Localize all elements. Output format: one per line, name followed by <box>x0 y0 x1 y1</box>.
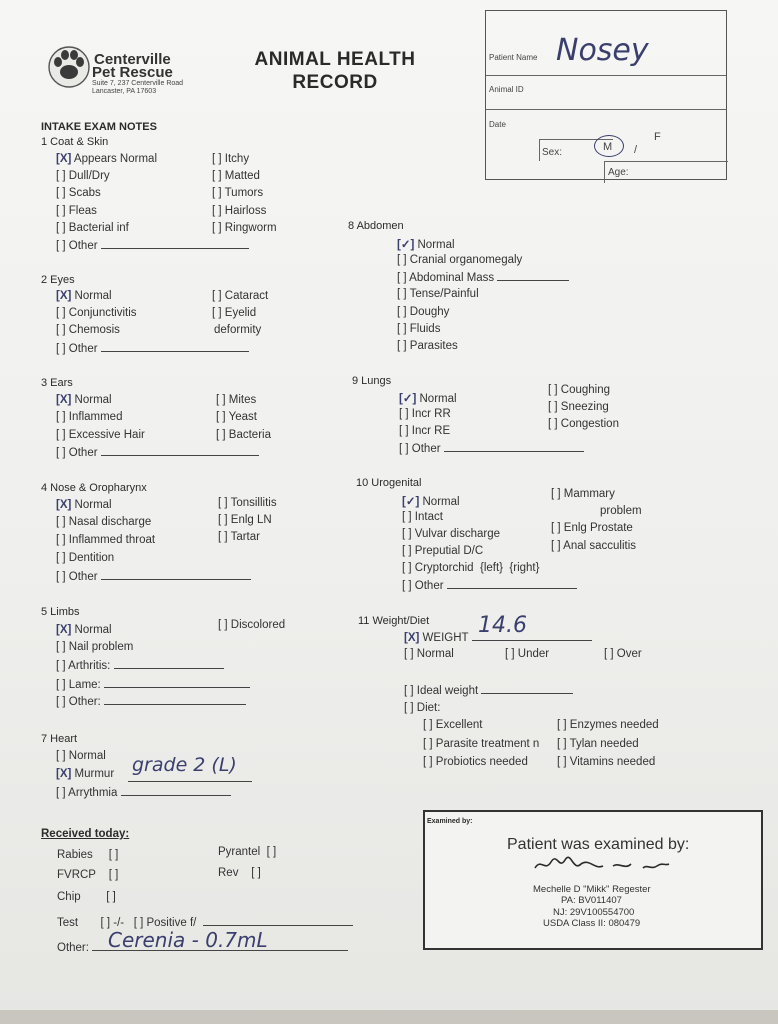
paw-logo-icon <box>46 44 92 90</box>
limbs-lame[interactable]: [ ] Lame: <box>56 678 250 691</box>
ears-normal[interactable]: [X] Normal <box>56 394 112 406</box>
coat-fleas[interactable]: [ ] Fleas <box>56 205 97 217</box>
abdomen-normal[interactable]: [✓] Normal <box>397 239 455 251</box>
lungs-other[interactable]: [ ] Other <box>399 442 584 455</box>
diet-parasite-treatment[interactable]: [ ] Parasite treatment n <box>423 738 540 750</box>
intake-exam-heading: INTAKE EXAM NOTES <box>41 121 157 133</box>
uro-anal-sacculitis[interactable]: [ ] Anal sacculitis <box>551 540 637 552</box>
eyes-normal[interactable]: [X] Normal <box>56 290 112 302</box>
divider <box>604 161 605 183</box>
eyes-cataract[interactable]: [ ] Cataract <box>212 290 269 302</box>
heart-arrythmia[interactable]: [ ] Arrythmia <box>56 786 231 799</box>
received-rabies[interactable]: Rabies [ ] <box>57 849 119 861</box>
divider <box>486 75 726 76</box>
age-label: Age: <box>608 167 629 178</box>
nose-normal[interactable]: [X] Normal <box>56 499 112 511</box>
org-address-line2: Lancaster, PA 17603 <box>92 88 157 95</box>
heart-murmur[interactable]: [X] Murmur <box>56 768 115 780</box>
diet-excellent[interactable]: [ ] Excellent <box>423 719 483 731</box>
examiner-nj-license: NJ: 29V100554700 <box>553 907 635 918</box>
coat-itchy[interactable]: [ ] Itchy <box>212 153 250 165</box>
uro-mammary[interactable]: [ ] Mammary <box>551 488 615 500</box>
nose-heading: 4 Nose & Oropharynx <box>41 482 147 494</box>
examiner-usda: USDA Class II: 080479 <box>543 918 641 929</box>
form-title-line2: RECORD <box>292 72 378 93</box>
heart-heading: 7 Heart <box>41 733 78 745</box>
weight-value[interactable]: 14.6 <box>478 613 527 638</box>
diet-tylan[interactable]: [ ] Tylan needed <box>557 738 639 750</box>
sex-label: Sex: <box>542 147 563 158</box>
coat-ringworm[interactable]: [ ] Ringworm <box>212 222 277 234</box>
sex-female-option[interactable]: F <box>654 131 661 143</box>
divider <box>486 109 726 110</box>
received-chip[interactable]: Chip [ ] <box>57 891 116 903</box>
diet-probiotics[interactable]: [ ] Probiotics needed <box>423 756 528 768</box>
received-other-value[interactable]: Cerenia - 0.7mL <box>108 928 268 952</box>
eyes-deformity: deformity <box>214 324 262 336</box>
examiner-pa-license: PA: BV011407 <box>561 895 622 906</box>
limbs-heading: 5 Limbs <box>41 606 80 618</box>
lungs-congestion[interactable]: [ ] Congestion <box>548 418 619 430</box>
lungs-normal[interactable]: [✓] Normal <box>399 393 457 405</box>
limbs-nail-problem[interactable]: [ ] Nail problem <box>56 641 134 653</box>
abdomen-fluids[interactable]: [ ] Fluids <box>397 323 441 335</box>
abdomen-mass[interactable]: [ ] Abdominal Mass <box>397 271 569 284</box>
examined-by-label: Examined by: <box>427 818 473 825</box>
date-label: Date <box>489 120 506 129</box>
abdomen-doughy[interactable]: [ ] Doughy <box>397 306 450 318</box>
ears-heading: 3 Ears <box>41 377 73 389</box>
sex-separator: / <box>634 144 638 156</box>
received-rev[interactable]: Rev [ ] <box>218 867 261 879</box>
coat-other[interactable]: [ ] Other <box>56 239 249 252</box>
eyes-conjunctivitis[interactable]: [ ] Conjunctivitis <box>56 307 137 319</box>
uro-intact[interactable]: [ ] Intact <box>402 511 443 523</box>
uro-mammary-problem: problem <box>600 505 642 517</box>
nose-tartar[interactable]: [ ] Tartar <box>218 531 260 543</box>
signature-icon <box>533 854 673 876</box>
uro-cryptorchid[interactable]: [ ] Cryptorchid {left} {right} <box>402 562 540 574</box>
diet-vitamins[interactable]: [ ] Vitamins needed <box>557 756 656 768</box>
received-pyrantel[interactable]: Pyrantel [ ] <box>218 846 277 858</box>
abdomen-cranial-organomegaly[interactable]: [ ] Cranial organomegaly <box>397 254 523 266</box>
sex-male-option[interactable]: M <box>603 141 613 153</box>
uro-enlg-prostate[interactable]: [ ] Enlg Prostate <box>551 522 633 534</box>
limbs-arthritis[interactable]: [ ] Arthritis: <box>56 659 224 672</box>
lungs-heading: 9 Lungs <box>352 375 392 387</box>
nose-dentition[interactable]: [ ] Dentition <box>56 552 115 564</box>
diet[interactable]: [ ] Diet: <box>404 702 441 714</box>
abdomen-heading: 8 Abdomen <box>348 220 404 232</box>
nose-enlg-ln[interactable]: [ ] Enlg LN <box>218 514 272 526</box>
murmur-note[interactable]: grade 2 (L) <box>132 754 237 776</box>
limbs-other[interactable]: [ ] Other: <box>56 695 246 708</box>
lungs-sneezing[interactable]: [ ] Sneezing <box>548 401 609 413</box>
eyes-other[interactable]: [ ] Other <box>56 342 249 355</box>
org-name-line1: Centerville <box>94 51 171 68</box>
nose-tonsillitis[interactable]: [ ] Tonsillitis <box>218 497 277 509</box>
patient-name-value[interactable]: Nosey <box>556 33 649 68</box>
coat-appears-normal[interactable]: [X] Appears Normal <box>56 153 157 165</box>
examined-heading: Patient was examined by: <box>507 836 690 853</box>
ears-inflammed[interactable]: [ ] Inflammed <box>56 411 123 423</box>
ears-excessive-hair[interactable]: [ ] Excessive Hair <box>56 429 145 441</box>
nose-inflammed-throat[interactable]: [ ] Inflammed throat <box>56 534 156 546</box>
ears-mites[interactable]: [ ] Mites <box>216 394 257 406</box>
received-today-heading: Received today: <box>41 828 130 840</box>
nose-nasal-discharge[interactable]: [ ] Nasal discharge <box>56 516 152 528</box>
coat-dull-dry[interactable]: [ ] Dull/Dry <box>56 170 110 182</box>
animal-id-label: Animal ID <box>489 85 524 94</box>
ears-yeast[interactable]: [ ] Yeast <box>216 411 257 423</box>
murmur-line <box>128 781 252 782</box>
received-other[interactable]: Other: <box>57 941 348 954</box>
weight-over[interactable]: [ ] Over <box>604 648 642 660</box>
patient-info-box <box>485 10 727 180</box>
eyes-eyelid[interactable]: [ ] Eyelid <box>212 307 257 319</box>
ears-other[interactable]: [ ] Other <box>56 446 259 459</box>
lungs-coughing[interactable]: [ ] Coughing <box>548 384 611 396</box>
coat-skin-heading: 1 Coat & Skin <box>41 136 109 148</box>
weight-row[interactable]: [X] WEIGHT <box>404 631 592 644</box>
abdomen-parasites[interactable]: [ ] Parasites <box>397 340 458 352</box>
coat-tumors[interactable]: [ ] Tumors <box>212 187 264 199</box>
uro-preputial-dc[interactable]: [ ] Preputial D/C <box>402 545 484 557</box>
diet-enzymes[interactable]: [ ] Enzymes needed <box>557 719 659 731</box>
limbs-normal[interactable]: [X] Normal <box>56 624 112 636</box>
divider <box>604 161 728 162</box>
weight-diet-heading: 11 Weight/Diet <box>358 615 430 627</box>
lungs-incr-rr[interactable]: [ ] Incr RR <box>399 408 451 420</box>
coat-bacterial-inf[interactable]: [ ] Bacterial inf <box>56 222 129 234</box>
uro-normal[interactable]: [✓] Normal <box>402 496 460 508</box>
patient-name-label: Patient Name <box>489 53 538 62</box>
uro-vulvar-discharge[interactable]: [ ] Vulvar discharge <box>402 528 501 540</box>
ideal-weight[interactable]: [ ] Ideal weight <box>404 684 573 697</box>
limbs-discolored[interactable]: [ ] Discolored <box>218 619 286 631</box>
uro-other[interactable]: [ ] Other <box>402 579 577 592</box>
received-fvrcp[interactable]: FVRCP [ ] <box>57 869 119 881</box>
nose-other[interactable]: [ ] Other <box>56 570 251 583</box>
coat-hairloss[interactable]: [ ] Hairloss <box>212 205 267 217</box>
form-title-line1: ANIMAL HEALTH <box>254 49 416 70</box>
weight-under[interactable]: [ ] Under <box>505 648 550 660</box>
eyes-chemosis[interactable]: [ ] Chemosis <box>56 324 120 336</box>
urogenital-heading: 10 Urogenital <box>356 477 422 489</box>
abdomen-tense-painful[interactable]: [ ] Tense/Painful <box>397 288 479 300</box>
received-test[interactable]: Test [ ] -/- [ ] Positive f/ <box>57 916 353 929</box>
heart-normal[interactable]: [ ] Normal <box>56 750 106 762</box>
org-address-line1: Suite 7, 237 Centerville Road <box>92 80 184 87</box>
paper-edge <box>0 1010 778 1024</box>
ears-bacteria[interactable]: [ ] Bacteria <box>216 429 271 441</box>
eyes-heading: 2 Eyes <box>41 274 75 286</box>
examined-by-box <box>423 810 763 950</box>
lungs-incr-re[interactable]: [ ] Incr RE <box>399 425 451 437</box>
weight-normal[interactable]: [ ] Normal <box>404 648 454 660</box>
coat-matted[interactable]: [ ] Matted <box>212 170 260 182</box>
examiner-name: Mechelle D "Mikk" Regester <box>533 884 651 895</box>
coat-scabs[interactable]: [ ] Scabs <box>56 187 101 199</box>
org-name-line2: Pet Rescue <box>92 64 173 81</box>
